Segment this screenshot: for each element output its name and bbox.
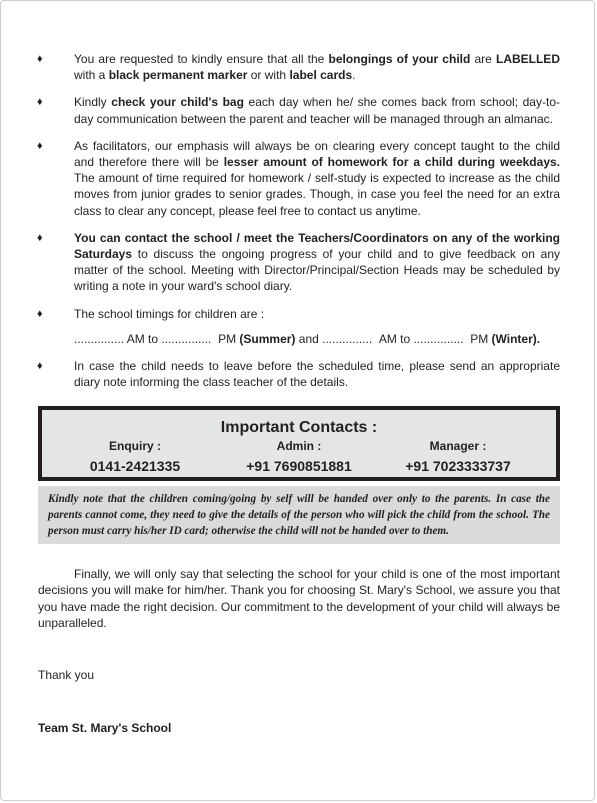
text-run: or with	[247, 68, 290, 83]
summer-label: (Summer)	[239, 331, 296, 346]
blank-field: ...............	[322, 331, 373, 346]
instruction-text	[74, 139, 560, 218]
diamond-bullet-icon: ♦	[37, 53, 43, 65]
blank-field: ...............	[74, 331, 125, 346]
bold-emphasis: You can contact the school / meet the Teachers/Coordinators on any of the working Saturdays	[74, 230, 560, 262]
blank-field: ...............	[413, 331, 464, 346]
diamond-bullet-icon: ♦	[37, 139, 43, 152]
text-run: The school timings for children are :	[74, 306, 265, 321]
thank-you-line: Thank you	[38, 668, 95, 682]
closing-paragraph: Finally, we will only say that selecting the school for your child is one of the most important decisions you will make for him/her. Thank you for choosing St. Mary's School, we assure you that you have made the right decision. Our commitment to the development of your child will always be unparalleled.	[38, 567, 560, 631]
instruction-item	[1, 230, 597, 295]
school-timings-line	[1, 331, 597, 347]
contact-manager	[378, 439, 538, 474]
text-run: .	[352, 68, 356, 83]
pickup-notice: Kindly note that the children coming/going by self will be handed over only to the parents. In case the parents cannot come, they need to give the details of the person who will pick the child from the school. The person must carry his/her ID card; otherwise the child will not be handed over to them.	[38, 486, 560, 544]
diamond-bullet-icon: ♦	[37, 96, 43, 109]
instruction-text	[74, 231, 560, 294]
am-to-label: AM to	[126, 331, 159, 346]
pm-label: PM	[470, 331, 489, 346]
instruction-item	[1, 358, 597, 390]
instruction-item	[1, 138, 597, 219]
instruction-item	[1, 51, 597, 83]
instruction-text	[74, 52, 560, 82]
text-run: with a	[74, 68, 109, 83]
bold-emphasis: check your child's bag	[111, 95, 244, 110]
text-run: In case the child needs to leave before the scheduled time, please send an appropriate diary note informing the class teacher of the details.	[74, 358, 560, 390]
bold-emphasis: black permanent marker	[108, 68, 248, 83]
important-contacts-box	[38, 406, 560, 481]
diamond-bullet-icon: ♦	[37, 307, 43, 320]
contact-phone: +91 7690851881	[246, 458, 352, 474]
diamond-bullet-icon: ♦	[37, 231, 43, 244]
text-run: Kindly	[74, 95, 112, 110]
instruction-text	[74, 95, 560, 125]
diamond-bullet-icon: ♦	[37, 359, 43, 372]
am-to-label: AM to	[378, 331, 411, 346]
text-run: You are requested to kindly ensure that all the	[74, 52, 329, 66]
text-run: As facilitators, our emphasis will always be on clearing every concept taught to the child and therefore there will be	[74, 138, 560, 170]
text-run: each day when he/ she comes back from school; day-to-day communication between the parent and teacher will be managed through an almanac.	[74, 95, 560, 126]
instruction-item	[1, 94, 597, 126]
instruction-list	[1, 51, 597, 401]
instruction-text	[74, 307, 264, 321]
bold-emphasis: belongings of your child	[328, 52, 471, 66]
bold-emphasis: lesser amount of homework for a child during weekdays.	[223, 155, 560, 170]
contact-enquiry	[55, 439, 215, 474]
text-run: are	[470, 52, 496, 66]
and-label: and	[298, 331, 319, 346]
instruction-text	[74, 359, 560, 389]
contact-admin	[219, 439, 379, 474]
text-run: to discuss the ongoing progress of your child and to give feedback on any matter of the school. Meeting with Director/Principal/Section Heads may be scheduled by writing a note in your ward's school diary.	[74, 247, 560, 294]
contact-phone: 0141-2421335	[89, 458, 181, 474]
text-run: The amount of time required for homework / self-study is expected to increase as the child moves from junior grades to senior grades. Though, in case you feel the need for an extra class to clear any concept, please feel free to contact us anytime.	[74, 171, 560, 218]
contact-phone: +91 7023333737	[405, 458, 511, 474]
winter-label: (Winter).	[491, 331, 541, 346]
contact-label: Admin :	[276, 439, 322, 453]
contact-label: Manager :	[429, 439, 487, 453]
contact-label: Enquiry :	[108, 439, 161, 453]
pm-label: PM	[218, 331, 237, 346]
instruction-item	[1, 306, 597, 322]
contacts-title: Important Contacts :	[220, 419, 378, 436]
bold-emphasis: LABELLED	[495, 52, 560, 66]
bold-emphasis: label cards	[289, 68, 353, 83]
signature-line: Team St. Mary's School	[38, 721, 172, 735]
blank-field: ...............	[161, 331, 212, 346]
